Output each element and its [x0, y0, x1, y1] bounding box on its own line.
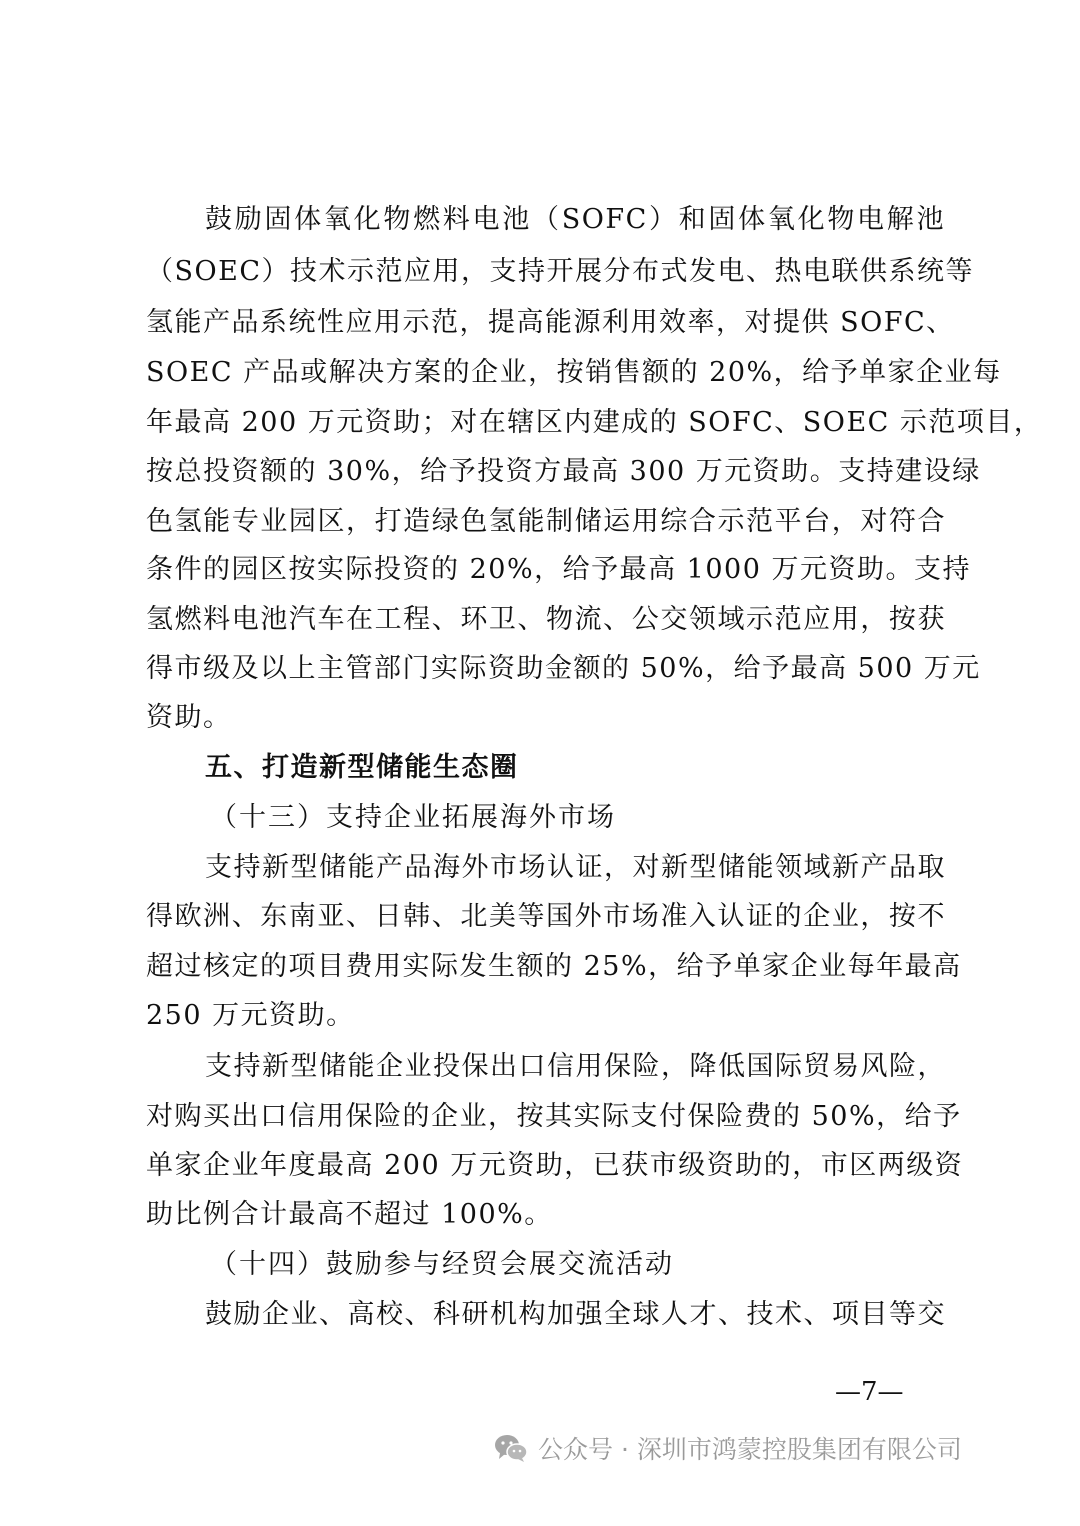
paragraph-line: 超过核定的项目费用实际发生额的 25%，给予单家企业每年最高 [146, 951, 962, 982]
paragraph-line: 氢燃料电池汽车在工程、环卫、物流、公交领域示范应用，按获 [146, 604, 946, 635]
paragraph-line: 鼓励企业、高校、科研机构加强全球人才、技术、项目等交 [205, 1299, 946, 1330]
paragraph-line: 资助。 [146, 702, 232, 733]
watermark [494, 1428, 962, 1468]
paragraph-line: 支持新型储能企业投保出口信用保险，降低国际贸易风险， [205, 1051, 946, 1082]
subsection-heading: （十三）支持企业拓展海外市场 [210, 802, 616, 833]
paragraph-line: 对购买出口信用保险的企业，按其实际支付保险费的 50%，给予 [146, 1101, 962, 1132]
paragraph-line: 氢能产品系统性应用示范，提高能源利用效率，对提供 SOFC、 [146, 307, 955, 338]
paragraph-line: 鼓励固体氧化物燃料电池（SOFC）和固体氧化物电解池 [205, 204, 945, 235]
paragraph-line: 年最高 200 万元资助；对在辖区内建成的 SOFC、SOEC 示范项目， [146, 407, 1043, 438]
subsection-heading: （十四）鼓励参与经贸会展交流活动 [210, 1249, 674, 1280]
paragraph-line: 得市级及以上主管部门实际资助金额的 50%，给予最高 500 万元 [146, 653, 981, 684]
paragraph-line: SOEC 产品或解决方案的企业，按销售额的 20%，给予单家企业每 [146, 357, 1002, 388]
page-number: —7— [835, 1377, 904, 1407]
paragraph-line: 250 万元资助。 [146, 1000, 355, 1031]
paragraph-line: （SOEC）技术示范应用，支持开展分布式发电、热电联供系统等 [146, 256, 974, 287]
section-heading: 五、打造新型储能生态圈 [205, 752, 519, 783]
watermark-text: 公众号 · 深圳市鸿蒙控股集团有限公司 [538, 1435, 962, 1464]
wechat-icon [494, 1433, 528, 1463]
paragraph-line: 按总投资额的 30%，给予投资方最高 300 万元资助。支持建设绿 [146, 456, 981, 487]
paragraph-line: 色氢能专业园区，打造绿色氢能制储运用综合示范平台，对符合 [146, 506, 946, 537]
paragraph-line: 助比例合计最高不超过 100%。 [146, 1199, 553, 1230]
paragraph-line: 支持新型储能产品海外市场认证，对新型储能领域新产品取 [205, 852, 946, 883]
paragraph-line: 单家企业年度最高 200 万元资助，已获市级资助的，市区两级资 [146, 1150, 964, 1181]
paragraph-line: 条件的园区按实际投资的 20%，给予最高 1000 万元资助。支持 [146, 554, 971, 585]
paragraph-line: 得欧洲、东南亚、日韩、北美等国外市场准入认证的企业，按不 [146, 901, 946, 932]
